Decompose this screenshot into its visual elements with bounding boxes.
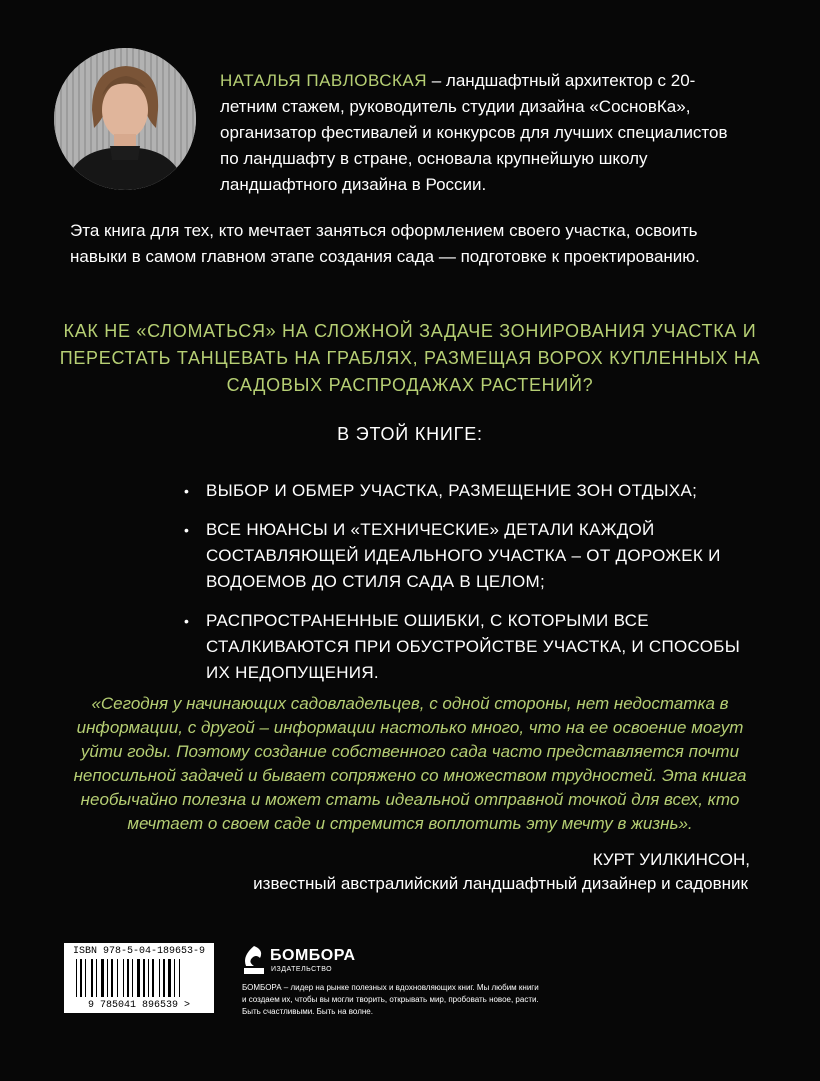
barcode-bar xyxy=(168,959,171,997)
isbn-barcode xyxy=(64,943,214,1013)
barcode-bar xyxy=(123,959,124,997)
feature-text: ВЫБОР И ОБМЕР УЧАСТКА, РАЗМЕЩЕНИЕ ЗОН ОТДЫХА; xyxy=(206,481,698,500)
barcode-bar xyxy=(174,959,175,997)
isbn-number: ISBN 978-5-04-189653-9 xyxy=(72,946,206,957)
barcode-bar xyxy=(101,959,104,997)
barcode-bar xyxy=(137,959,140,997)
author-bio xyxy=(220,68,740,198)
author-bio-text: – ландшафтный архитектор с 20-летним стажем, руководитель студии дизайна «СосновКа», организатор фестивалей и конкурсов для лучших специалистов по ландшафту в стране, основала крупнейшую школу ландшафтного дизайна в России. xyxy=(220,71,728,194)
barcode-bar xyxy=(91,959,93,997)
feature-item xyxy=(184,478,744,504)
barcode-digits: 9 785041 896539 > xyxy=(87,1000,191,1011)
publisher-description: БОМБОРА – лидер на рынке полезных и вдохновляющих книг. Мы любим книги и создаем их, чтобы вы могли творить, открывать мир, пробовать новое, расти. Быть счастливыми. Быть на волне. xyxy=(242,983,539,1016)
barcode-bar xyxy=(148,959,149,997)
barcode-bars xyxy=(74,959,204,999)
publisher-logo xyxy=(242,944,382,978)
barcode-bar xyxy=(107,959,108,997)
quote-author-description: известный австралийский ландшафтный дизайнер и садовник xyxy=(253,874,748,893)
key-question: КАК НЕ «СЛОМАТЬСЯ» НА СЛОЖНОЙ ЗАДАЧЕ ЗОНИРОВАНИЯ УЧАСТКА И ПЕРЕСТАТЬ ТАНЦЕВАТЬ НА ГРАБЛЯХ, РАЗМЕЩАЯ ВОРОХ КУПЛЕННЫХ НА САДОВЫХ РАСПРОДАЖАХ РАСТЕНИЙ? xyxy=(59,321,761,395)
barcode-bar xyxy=(127,959,129,997)
feature-text: РАСПРОСТРАНЕННЫЕ ОШИБКИ, С КОТОРЫМИ ВСЕ СТАЛКИВАЮТСЯ ПРИ ОБУСТРОЙСТВЕ УЧАСТКА, И СПОСОБЫ ИХ НЕДОПУЩЕНИЯ. xyxy=(206,611,741,682)
feature-item xyxy=(184,517,744,595)
barcode-bar xyxy=(152,959,154,997)
barcode-bar xyxy=(163,959,165,997)
barcode-bar xyxy=(96,959,97,997)
bullet-icon: • xyxy=(184,613,190,629)
barcode-bar xyxy=(117,959,118,997)
author-photo xyxy=(54,48,196,190)
publisher-subtitle: ИЗДАТЕЛЬСТВО xyxy=(271,966,333,973)
barcode-bar xyxy=(76,959,77,997)
barcode-bar xyxy=(111,959,113,997)
testimonial-quote: «Сегодня у начинающих садовладельцев, с одной стороны, нет недостатка в информации, с другой – информации настолько много, что на ее освоение могут уйти годы. Поэтому создание собственного сада часто представляется почти непосильной задачей и бывает сопряжено со множеством трудностей. Эта книга необычайно полезна и может стать идеальной отправной точкой для всех, кто мечтает о своем саде и стремится воплотить эту мечту в жизнь». xyxy=(73,694,747,833)
barcode-bar xyxy=(159,959,160,997)
author-portrait-image xyxy=(54,48,196,190)
barcode-bar xyxy=(132,959,133,997)
author-name: НАТАЛЬЯ ПАВЛОВСКАЯ xyxy=(220,71,428,90)
features-list xyxy=(184,478,744,699)
barcode-bar xyxy=(85,959,86,997)
section-heading: В ЭТОЙ КНИГЕ: xyxy=(337,424,483,444)
feature-item xyxy=(184,608,744,686)
bombora-wave-icon xyxy=(242,944,266,976)
feature-text: ВСЕ НЮАНСЫ И «ТЕХНИЧЕСКИЕ» ДЕТАЛИ КАЖДОЙ СОСТАВЛЯЮЩЕЙ ИДЕАЛЬНОГО УЧАСТКА – ОТ ДОРОЖЕК И ВОДОЕМОВ ДО СТИЛЯ САДА В ЦЕЛОМ; xyxy=(206,520,721,591)
bullet-icon: • xyxy=(184,483,190,499)
barcode-bar xyxy=(80,959,82,997)
intro-paragraph: Эта книга для тех, кто мечтает заняться оформлением своего участка, освоить навыки в самом главном этапе создания сада — подготовке к проектированию. xyxy=(70,221,700,266)
publisher-name: БОМБОРА xyxy=(270,947,356,964)
barcode-bar xyxy=(143,959,145,997)
bullet-icon: • xyxy=(184,522,190,538)
quote-author-name: КУРТ УИЛКИНСОН, xyxy=(592,850,750,869)
barcode-bar xyxy=(179,959,180,997)
